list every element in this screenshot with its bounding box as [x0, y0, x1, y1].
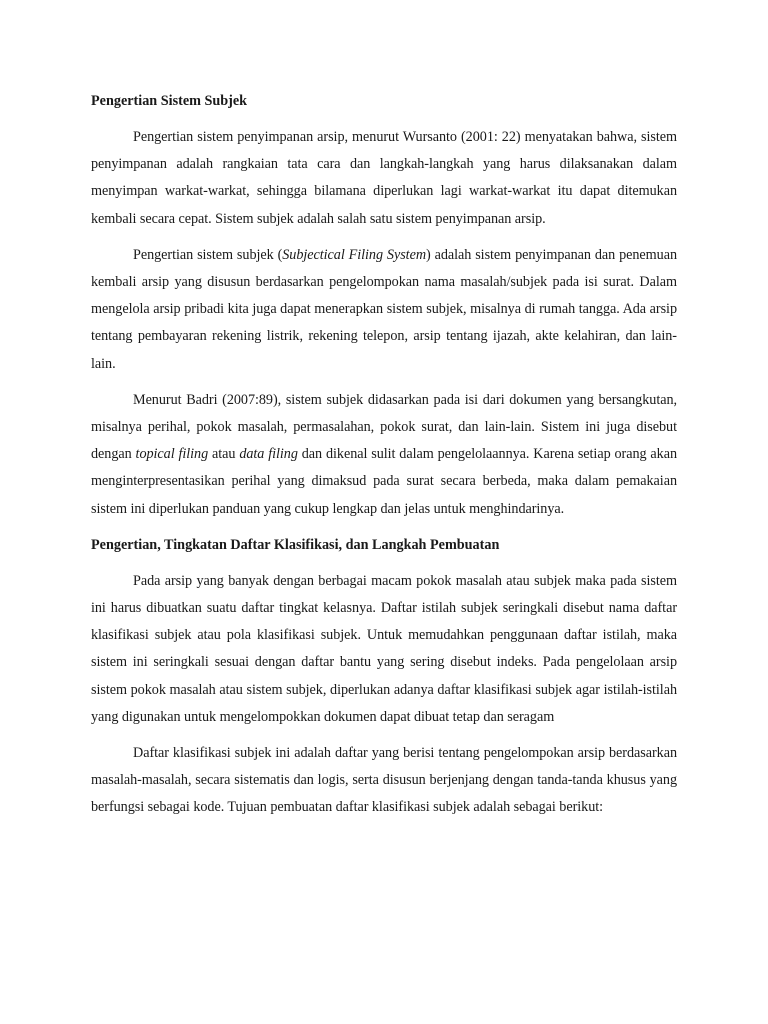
paragraph-1: Pengertian sistem penyimpanan arsip, menurut Wursanto (2001: 22) menyatakan bahwa, sistem penyimpanan adalah rangkaian tata cara dan langkah-langkah yang harus dilaksanakan dalam menyimpan warkat-warkat, sehingga bilamana diperlukan lagi warkat-warkat itu dapat ditemukan kembali secara cepat. Sistem subjek adalah salah satu sistem penyimpanan arsip. — [91, 129, 677, 227]
section-heading-pengertian-sistem-subjek: Pengertian Sistem Subjek — [91, 93, 248, 109]
paragraph-3-text-after: dan dikenal sulit dalam pengelolaannya. Karena setiap orang akan menginterpresentasikan perihal yang dimaksud pada surat secara berbeda, maka dalam pemakaian sistem ini diperlukan panduan yang cukup lengkap dan jelas untuk menghindarinya. — [91, 446, 677, 517]
paragraph-2 — [91, 242, 677, 378]
paragraph-3-italic-term-1: topical filing — [135, 446, 209, 463]
paragraph-3 — [91, 387, 677, 523]
paragraph-4: Pada arsip yang banyak dengan berbagai macam pokok masalah atau subjek maka pada sistem ini harus dibuatkan suatu daftar tingkat kelasnya. Daftar istilah subjek seringkali disebut nama daftar klasifikasi subjek atau pola klasifikasi subjek. Untuk memudahkan penggunaan daftar istilah, maka sistem ini seringkali sesuai dengan daftar bantu yang sering disebut indeks. Pada pengelolaan arsip sistem pokok masalah atau sistem subjek, diperlukan adanya daftar klasifikasi subjek agar istilah-istilah yang digunakan untuk mengelompokkan dokumen dapat dibuat tetap dan seragam — [91, 572, 677, 725]
paragraph-3-italic-term-2: data filing — [239, 446, 298, 463]
paragraph-2-text-after: ) adalah sistem penyimpanan dan penemuan kembali arsip yang disusun berdasarkan pengelompokan nama masalah/subjek pada isi surat. Dalam mengelola arsip pribadi kita juga dapat menerapkan sistem subjek, misalnya di rumah tangga. Ada arsip tentang pembayaran rekening listrik, rekening telepon, arsip tentang ijazah, akte kelahiran, dan lain-lain. — [91, 246, 677, 372]
paragraph-3-text-before: Menurut Badri (2007:89), sistem subjek didasarkan pada isi dari dokumen yang bersangkutan, misalnya perihal, pokok masalah, permasalahan, pokok surat, dan lain-lain. Sistem ini juga disebut dengan — [91, 391, 677, 463]
paragraph-3-text-middle: atau — [208, 446, 240, 463]
section-heading-daftar-klasifikasi: Pengertian, Tingkatan Daftar Klasifikasi, dan Langkah Pembuatan — [91, 536, 500, 553]
paragraph-2-italic-term: Subjectical Filing System — [282, 246, 427, 263]
paragraph-5: Daftar klasifikasi subjek ini adalah daftar yang berisi tentang pengelompokan arsip berdasarkan masalah-masalah, secara sistematis dan logis, serta disusun berjenjang dengan tanda-tanda khusus yang berfungsi sebagai kode. Tujuan pembuatan daftar klasifikasi subjek adalah sebagai berikut: — [91, 745, 677, 816]
paragraph-2-text-before: Pengertian sistem subjek ( — [133, 246, 283, 263]
document-body — [91, 88, 677, 822]
